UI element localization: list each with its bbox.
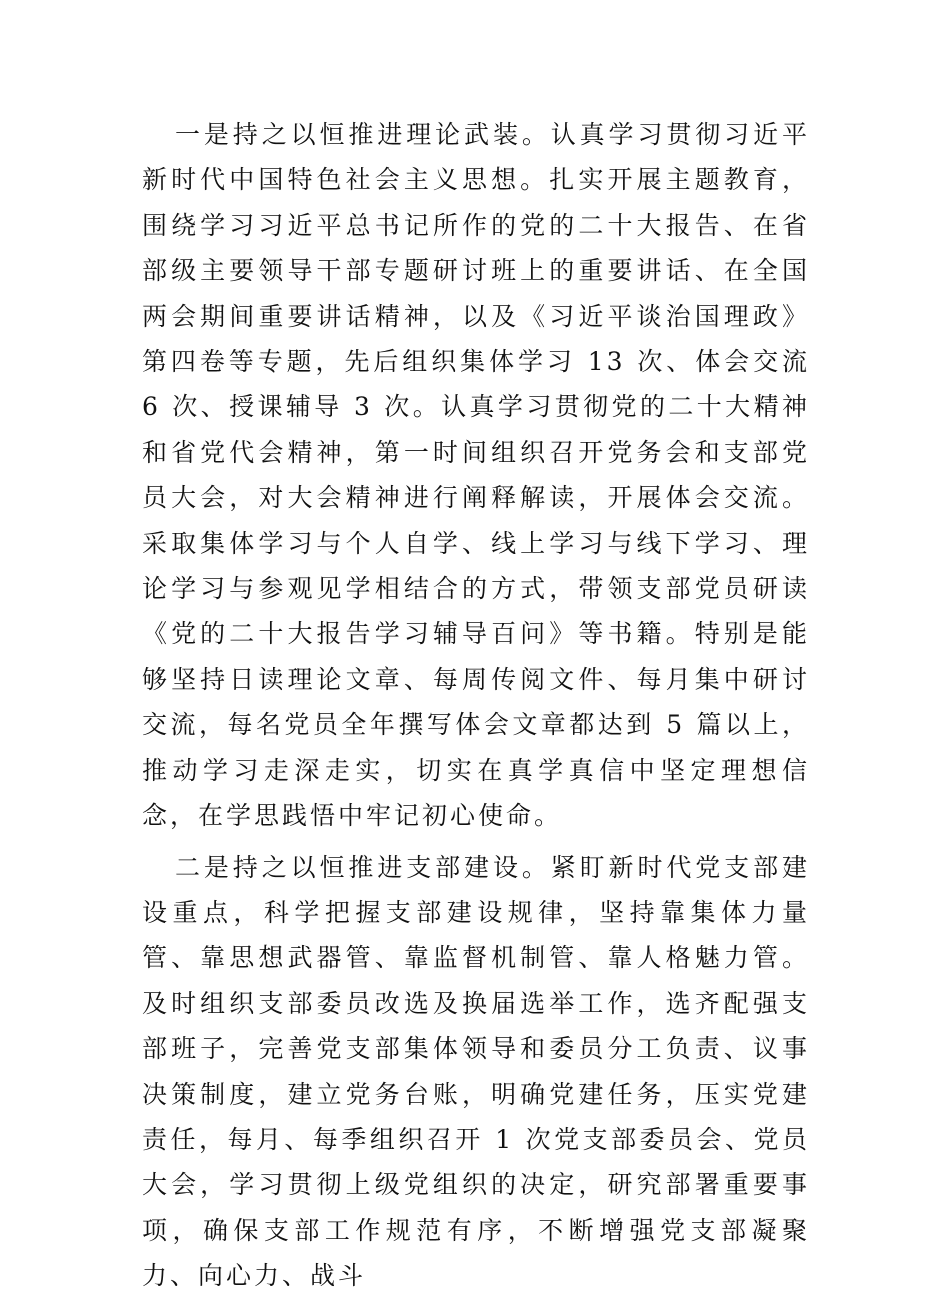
paragraph-theory-study: 一是持之以恒推进理论武装。认真学习贯彻习近平新时代中国特色社会主义思想。扎实开展主题教育，围绕学习习近平总书记所作的党的二十大报告、在省部级主要领导干部专题研讨班上的重要讲话、在全国两会期间重要讲话精神，以及《习近平谈治国理政》第四卷等专题，先后组织集体学习 13 次、体会交流 6 次、授课辅导 3 次。认真学习贯彻党的二十大精神和省党代会精神，第一时间组织召开党务会和支部党员大会，对大会精神进行阐释解读，开展体会交流。采取集体学习与个人自学、线上学习与线下学习、理论学习与参观见学相结合的方式，带领支部党员研读《党的二十大报告学习辅导百问》等书籍。特别是能够坚持日读理论文章、每周传阅文件、每月集中研讨交流，每名党员全年撰写体会文章都达到 5 篇以上，推动学习走深走实，切实在真学真信中坚定理想信念，在学思践悟中牢记初心使命。	[142, 120, 810, 831]
document-body	[142, 112, 810, 1299]
paragraph-branch-building: 二是持之以恒推进支部建设。紧盯新时代党支部建设重点，科学把握支部建设规律，坚持靠集体力量管、靠思想武器管、靠监督机制管、靠人格魅力管。及时组织支部委员改选及换届选举工作，选齐配强支部班子，完善党支部集体领导和委员分工负责、议事决策制度，建立党务台账，明确党建任务，压实党建责任，每月、每季组织召开 1 次党支部委员会、党员大会，学习贯彻上级党组织的决定，研究部署重要事项，确保支部工作规范有序，不断增强党支部凝聚力、向心力、战斗	[142, 852, 810, 1291]
